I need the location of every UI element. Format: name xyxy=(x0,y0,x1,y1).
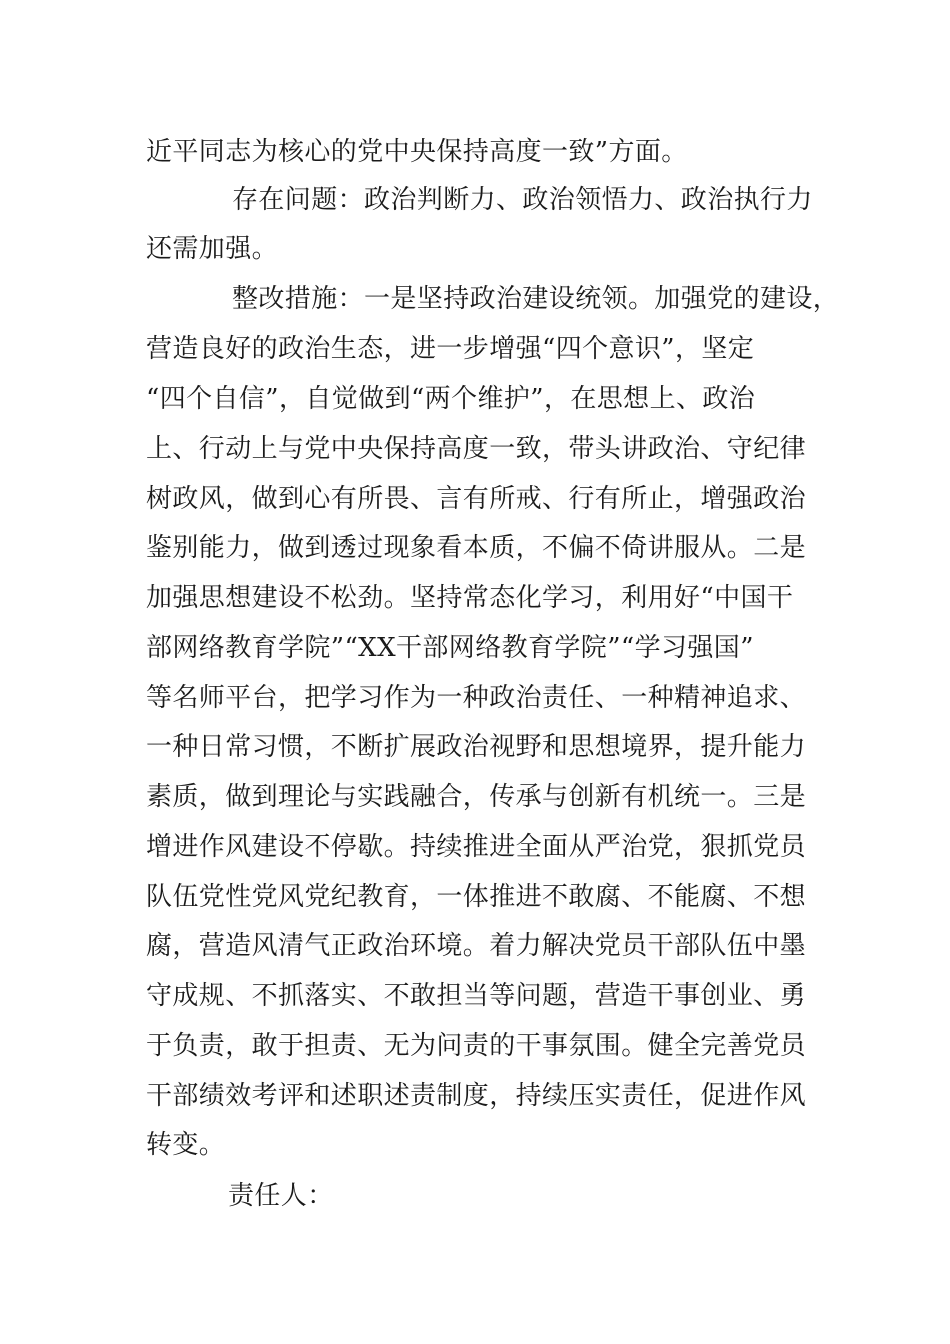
text-line: 增进作风建设不停歇。持续推进全面从严治党，狠抓党员 xyxy=(146,832,807,862)
text-line: 腐，营造风清气正政治环境。着力解决党员干部队伍中墨 xyxy=(146,931,807,961)
text-line: 营造良好的政治生态，进一步增强“四个意识”，坚定 xyxy=(146,334,755,364)
text-line: 干部绩效考评和述职述责制度，持续压实责任，促进作风 xyxy=(146,1081,807,1111)
text-line: 上、行动上与党中央保持高度一致，带头讲政治、守纪律 xyxy=(146,434,807,464)
text-line: 还需加强。 xyxy=(146,234,279,264)
text-line: 队伍党性党风党纪教育，一体推进不敢腐、不能腐、不想 xyxy=(146,882,807,912)
text-line: “四个自信”，自觉做到“两个维护”，在思想上、政治 xyxy=(146,384,756,414)
text-line: 素质，做到理论与实践融合，传承与创新有机统一。三是 xyxy=(146,782,807,812)
text-line: 树政风，做到心有所畏、言有所戒、行有所止，增强政治 xyxy=(146,484,807,514)
text-line: 鉴别能力，做到透过现象看本质，不偏不倚讲服从。二是 xyxy=(146,533,807,563)
text-line: 加强思想建设不松劲。坚持常态化学习，利用好“中国干 xyxy=(146,583,794,613)
text-line: 转变。 xyxy=(146,1130,226,1160)
text-line: 整改措施：一是坚持政治建设统领。加强党的建设， xyxy=(232,284,840,314)
text-line: 等名师平台，把学习作为一种政治责任、一种精神追求、 xyxy=(146,683,807,713)
text-line: 近平同志为核心的党中央保持高度一致”方面。 xyxy=(146,137,688,167)
text-line: 于负责，敢于担责、无为问责的干事氛围。健全完善党员 xyxy=(146,1031,807,1061)
text-line: 守成规、不抓落实、不敢担当等问题，营造干事创业、勇 xyxy=(146,981,807,1011)
text-line: 存在问题：政治判断力、政治领悟力、政治执行力 xyxy=(232,185,813,215)
text-line: 一种日常习惯，不断扩展政治视野和思想境界，提升能力 xyxy=(146,732,807,762)
text-line: 部网络教育学院”“XX干部网络教育学院”“学习强国” xyxy=(146,633,754,663)
responsible-person-label: 责任人： xyxy=(228,1181,334,1211)
